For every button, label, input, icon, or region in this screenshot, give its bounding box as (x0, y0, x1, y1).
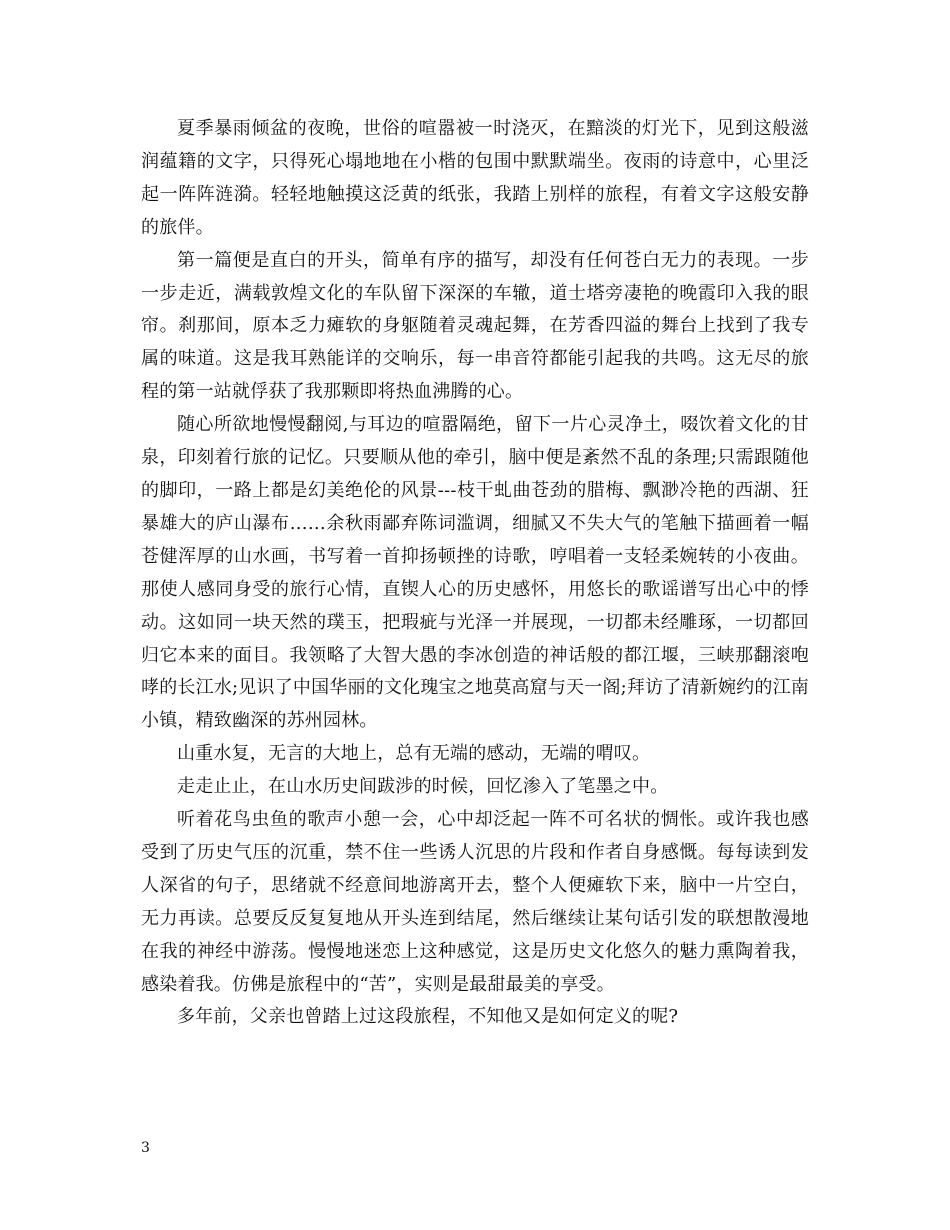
paragraph: 夏季暴雨倾盆的夜晚，世俗的喧嚣被一时浇灭，在黯淡的灯光下，见到这般滋润蕴籍的文字，只得死心塌地地在小楷的包围中默默端坐。夜雨的诗意中，心里泛起一阵阵涟漪。轻轻地触摸这泛黄的纸张，我踏上别样的旅程，有着文字这般安静的旅伴。 (141, 118, 809, 238)
paragraph: 听着花鸟虫鱼的歌声小憩一会，心中却泛起一阵不可名状的惆怅。或许我也感受到了历史气压的沉重，禁不住一些诱人沉思的片段和作者自身感慨。每每读到发人深省的句子，思绪就不经意间地游离开去，整个人便瘫软下来，脑中一片空白，无力再读。总要反反复复地从开头连到结尾，然后继续让某句话引发的联想散漫地在我的神经中游荡。慢慢地迷恋上这种感觉，这是历史文化悠久的魅力熏陶着我，感染着我。仿佛是旅程中的“苦”，实则是最甜最美的享受。 (141, 809, 809, 995)
paragraph: 第一篇便是直白的开头，简单有序的描写，却没有任何苍白无力的表现。一步一步走近，满载敦煌文化的车队留下深深的车辙，道士塔旁凄艳的晚霞印入我的眼帘。刹那间，原本乏力瘫软的身躯随着灵魂起舞，在芳香四溢的舞台上找到了我专属的味道。这是我耳熟能详的交响乐，每一串音符都能引起我的共鸣。这无尽的旅程的第一站就俘获了我那颗即将热血沸腾的心。 (141, 249, 809, 403)
paragraph: 随心所欲地慢慢翻阅,与耳边的喧嚣隔绝，留下一片心灵净土，啜饮着文化的甘泉，印刻着行旅的记忆。只要顺从他的牵引，脑中便是紊然不乱的条理;只需跟随他的脚印，一路上都是幻美绝伦的风景---枝干虬曲苍劲的腊梅、飘渺冷艳的西湖、狂暴雄大的庐山瀑布……余秋雨鄙弃陈词滥调，细腻又不失大气的笔触下描画着一幅苍健浑厚的山水画，书写着一首抑扬顿挫的诗歌，哼唱着一支轻柔婉转的小夜曲。那使人感同身受的旅行心情，直锲人心的历史感怀，用悠长的歌谣谱写出心中的悸动。这如同一块天然的璞玉，把瑕疵与光泽一并展现，一切都未经雕琢，一切都回归它本来的面目。我领略了大智大愚的李冰创造的神话般的都江堰，三峡那翻滚咆哮的长江水;见识了中国华丽的文化瑰宝之地莫高窟与天一阁;拜访了清新婉约的江南小镇，精致幽深的苏州园林。 (141, 414, 809, 732)
document-body (141, 113, 809, 1034)
paragraph: 山重水复，无言的大地上，总有无端的感动，无端的喟叹。 (177, 743, 651, 765)
paragraph: 走走止止，在山水历史间跋涉的时候，回忆渗入了笔墨之中。 (177, 776, 669, 798)
page-number: 3 (141, 1140, 150, 1156)
paragraph: 多年前，父亲也曾踏上过这段旅程，不知他又是如何定义的呢? (177, 1006, 679, 1028)
